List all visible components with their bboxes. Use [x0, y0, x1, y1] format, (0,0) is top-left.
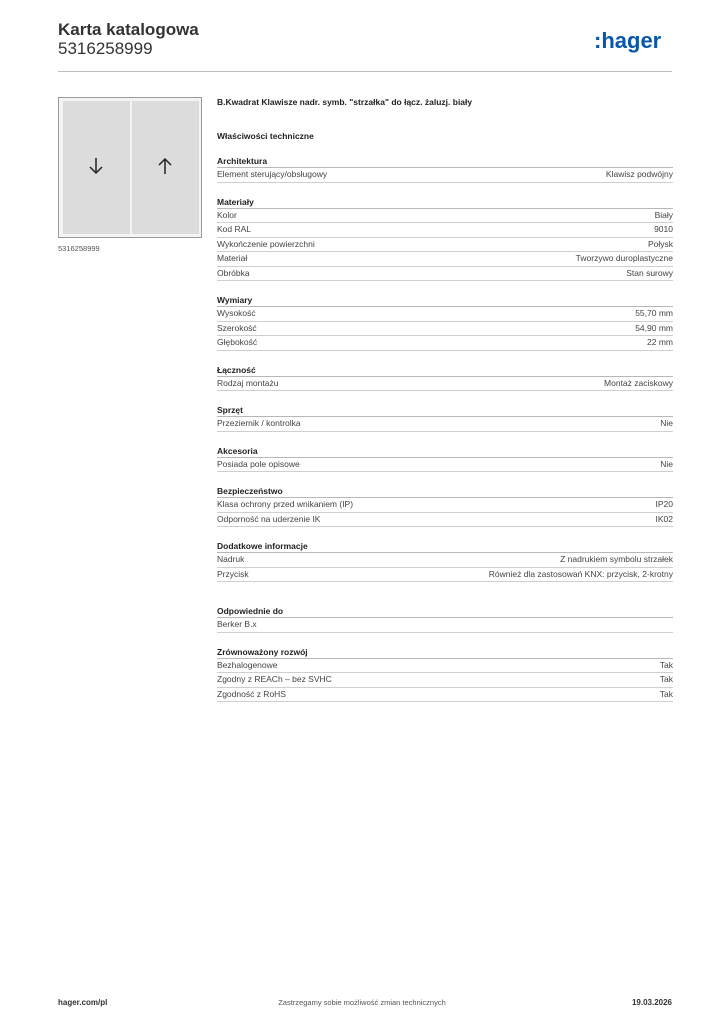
section-wymiary [217, 294, 673, 351]
spec-label: Wykończenie powierzchni [217, 238, 315, 249]
spec-value: 22 mm [647, 337, 673, 347]
spec-label: Materiał [217, 253, 248, 263]
section-sprzet [217, 404, 673, 432]
spec-value: Połysk [647, 238, 673, 249]
spec-label: Klasa ochrony przed wnikaniem (IP) [217, 499, 354, 509]
properties-title: Właściwości techniczne [217, 131, 314, 141]
section-lacznosc [217, 364, 673, 392]
spec-row [217, 252, 673, 267]
spec-value: Tak [659, 688, 673, 699]
section-header: Akcesoria [217, 445, 673, 458]
spec-row [217, 307, 673, 322]
spec-value: IP20 [655, 499, 673, 509]
section-header: Materiały [217, 196, 673, 209]
spec-label: Przycisk [217, 568, 249, 579]
spec-row [217, 568, 673, 583]
image-caption: 5316258999 [58, 244, 100, 253]
section-header: Łączność [217, 364, 673, 377]
rocker-right [132, 101, 199, 234]
spec-label: Obróbka [217, 267, 250, 278]
svg-text::hager: :hager [594, 28, 662, 53]
footer-website[interactable]: hager.com/pl [58, 998, 108, 1007]
spec-row [217, 267, 673, 282]
spec-value: 55,70 mm [635, 308, 673, 318]
compatible-section [217, 605, 673, 633]
spec-sections [217, 155, 673, 582]
spec-content [217, 96, 673, 702]
section-header: Odpowiednie do [217, 605, 673, 618]
spec-label: Szerokość [217, 322, 257, 333]
sustainability-section [217, 646, 673, 703]
spec-row [217, 417, 673, 432]
section-architektura [217, 155, 673, 183]
spec-label: Rodzaj montażu [217, 377, 279, 388]
article-number: 5316258999 [58, 39, 153, 58]
spec-row [217, 223, 673, 238]
spec-value: Tak [659, 674, 673, 684]
spec-row [217, 498, 673, 513]
rocker-left [63, 101, 130, 234]
arrow-down-icon [88, 157, 104, 175]
spec-row [217, 209, 673, 224]
hager-logo [594, 28, 676, 54]
spec-value: 9010 [654, 224, 673, 234]
spec-label: Odporność na uderzenie IK [217, 513, 321, 524]
spec-row [217, 673, 673, 688]
spec-row [217, 458, 673, 473]
footer-date: 19.03.2026 [631, 998, 672, 1007]
spec-label: Przeziernik / kontrolka [217, 418, 301, 428]
section-bezpieczenstwo [217, 485, 673, 527]
spec-value: Również dla zastosowań KNX: przycisk, 2-krotny [488, 568, 673, 579]
spec-value: Stan surowy [626, 267, 673, 278]
product-title: B.Kwadrat Klawisze nadr. symb. "strzałka" do łącz. żaluzj. biały [217, 97, 473, 107]
footer-disclaimer: Zastrzegamy sobie możliwość zmian technicznych [278, 998, 446, 1007]
spec-label: Wysokość [217, 308, 256, 318]
spec-value: Z nadrukiem symbolu strzałek [560, 554, 673, 564]
spec-label: Element sterujący/obsługowy [217, 169, 328, 179]
spec-row [217, 168, 673, 183]
spec-row [217, 553, 673, 568]
spec-row [217, 513, 673, 528]
arrow-up-icon [157, 157, 173, 175]
spec-label: Posiada pole opisowe [217, 458, 300, 469]
spec-value: Montaż zaciskowy [604, 377, 673, 388]
product-image [58, 97, 202, 238]
section-zrownowazony-rozwoj [217, 646, 673, 703]
section-header: Bezpieczeństwo [217, 485, 673, 498]
section-akcesoria [217, 445, 673, 473]
spec-row [217, 659, 673, 674]
spec-row [217, 688, 673, 703]
spec-value: 54,90 mm [635, 322, 673, 333]
spec-label: Bezhalogenowe [217, 659, 278, 670]
section-odpowiednie-do [217, 605, 673, 633]
header-divider [58, 71, 672, 72]
spec-value: Tak [659, 659, 673, 670]
page-title: Karta katalogowa [58, 20, 199, 39]
spec-row [217, 618, 673, 633]
section-materialy [217, 196, 673, 282]
spec-value: Nie [660, 418, 673, 428]
section-header: Zrównoważony rozwój [217, 646, 673, 659]
spec-value: IK02 [655, 513, 673, 524]
spec-label: Zgodny z REACh – bez SVHC [217, 674, 332, 684]
spec-row [217, 322, 673, 337]
spec-value: Biały [654, 209, 673, 220]
spec-row [217, 238, 673, 253]
spec-label: Berker B.x [217, 619, 257, 629]
spec-label: Kod RAL [217, 224, 252, 234]
section-header: Dodatkowe informacje [217, 540, 673, 553]
spec-value: Tworzywo duroplastyczne [575, 253, 673, 263]
section-dodatkowe-informacje [217, 540, 673, 582]
section-header: Architektura [217, 155, 673, 168]
spec-label: Nadruk [217, 554, 245, 564]
section-header: Sprzęt [217, 404, 673, 417]
spec-label: Głębokość [217, 337, 258, 347]
spec-row [217, 377, 673, 392]
section-header: Wymiary [217, 294, 673, 307]
spec-value: Nie [660, 458, 673, 469]
spec-row [217, 336, 673, 351]
spec-label: Kolor [217, 209, 237, 220]
spec-label: Zgodność z RoHS [217, 688, 286, 699]
spec-value: Klawisz podwójny [605, 169, 673, 179]
